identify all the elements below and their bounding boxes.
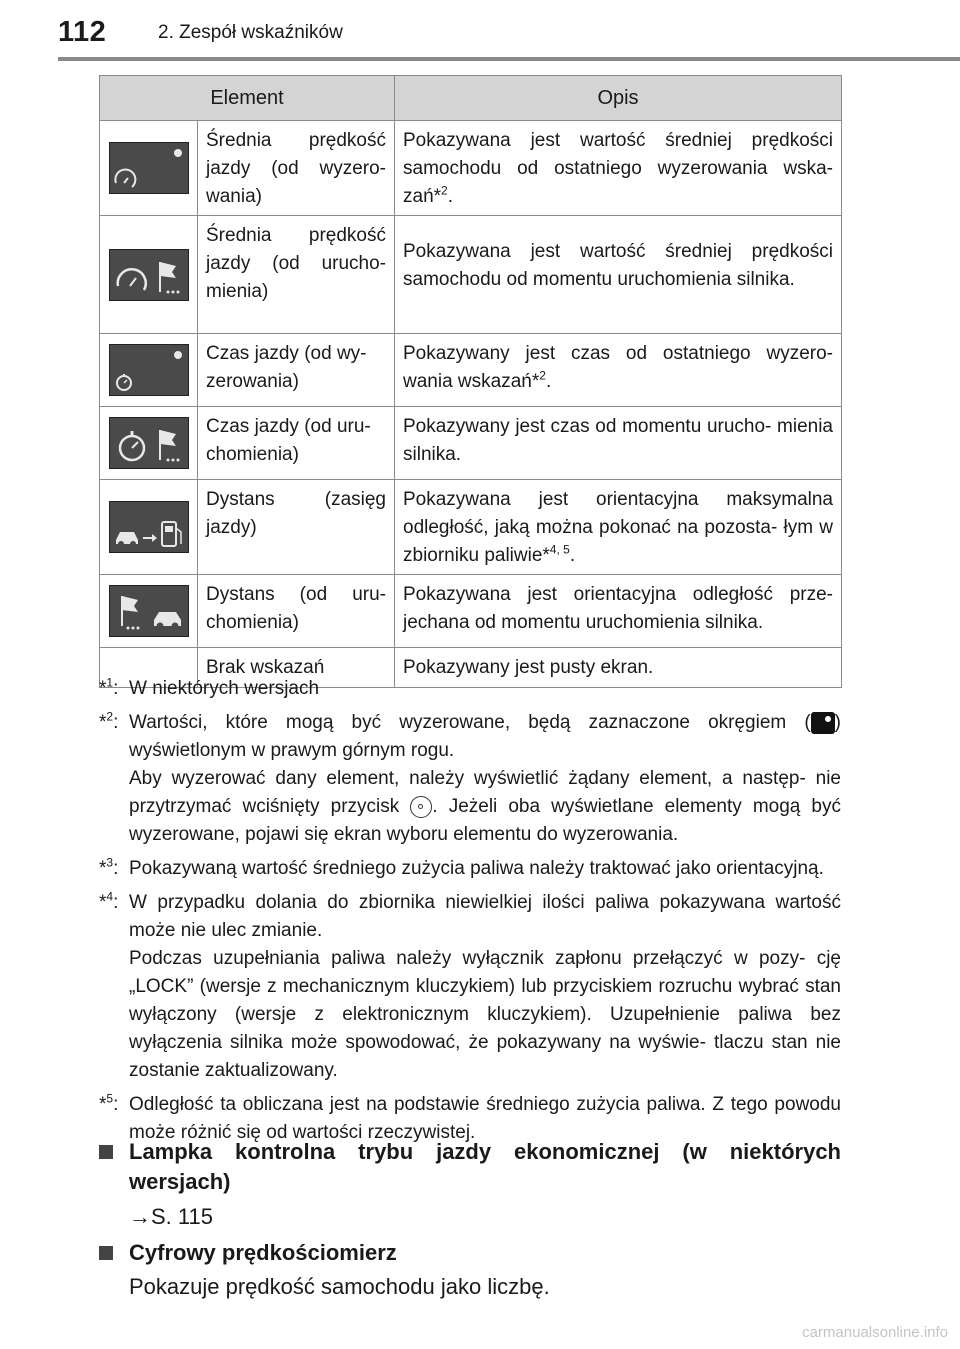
element-desc: Pokazywany jest czas od ostatniego wyzero- wania wskazań*$^2$. [395, 334, 842, 407]
table-header-row [100, 76, 842, 121]
header-rule [58, 57, 960, 61]
element-desc: Pokazywana jest wartość średniej prędkości samochodu od ostatniego wyzerowania wska- zań*$^2$. [395, 121, 842, 216]
table-row [100, 216, 842, 334]
table-row [100, 407, 842, 480]
table-row [100, 480, 842, 575]
column-header-element: Element [100, 76, 395, 121]
page-number: 112 [58, 16, 107, 48]
element-desc: Pokazywany jest czas od momentu urucho- mienia silnika. [395, 407, 842, 480]
element-desc: Pokazywana jest orientacyjna odległość prze- jechana od momentu uruchomienia silnika. [395, 575, 842, 648]
element-name: Dystans (od uru- chomienia) [198, 575, 395, 648]
avg-speed-start-icon [109, 249, 189, 301]
avg-speed-reset-icon [109, 142, 189, 194]
chapter-title: 2. Zespół wskaźników [158, 22, 343, 43]
section-bullet-icon [99, 1145, 113, 1159]
element-name: Czas jazdy (od wy- zerowania) [198, 334, 395, 407]
distance-start-icon [109, 585, 189, 637]
column-header-opis: Opis [395, 76, 842, 121]
element-name: Dystans (zasięg jazdy) [198, 480, 395, 575]
section-body-speedometer: Pokazuje prędkość samochodu jako liczbę. [129, 1274, 550, 1299]
footnote-4: *$^4$: W przypadku dolania do zbiornika niewielkiej ilości paliwa pokazywana wartość może nie ulec zmianie. Podczas uzupełniania paliwa należy wyłącznik zapłonu przełączyć w pozy- cję „LOCK” (wersje z mechanicznym kluczykiem) lub przyciskiem rozruchu wybrać stan wyłączony (wersje z elektronicznym kluczykiem). Uzupełnienie paliwa bez wyłączenia silnika może spowodować, że pokazywany na wyświe- tlaczu stan nie zostanie zaktualizowany. [99, 889, 841, 1081]
page-header [0, 0, 960, 62]
section-heading-eco: Lampka kontrolna trybu jazdy ekonomicznej (w niektórych wersjach) [99, 1137, 841, 1197]
range-fuel-icon [109, 501, 189, 553]
element-desc: Pokazywany jest pusty ekran. [395, 648, 842, 688]
element-desc: Pokazywana jest wartość średniej prędkości samochodu od momentu uruchomienia silnika. [395, 216, 842, 334]
section-bullet-icon [99, 1246, 113, 1260]
footnote-3: *$^3$: Pokazywaną wartość średniego zużycia paliwa należy traktować jako orientacyjną. [99, 855, 824, 879]
footnote-2: *$^2$: Wartości, które mogą być wyzerowane, będą zaznaczone okręgiem ( ) wyświetlonym w prawym górnym rogu. Aby wyzerować dany element, należy wyświetlić żądany element, a następ- nie przytrzymać wciśnięty przycisk . Jeżeli oba wyświetlane elementy mogą być wyzerowane, pojawi się ekran wyboru elementu do wyzerowania. [99, 709, 841, 845]
drive-time-reset-icon [109, 344, 189, 396]
element-name: Czas jazdy (od uru- chomienia) [198, 407, 395, 480]
element-name: Średnia prędkość jazdy (od wyzero- wania) [198, 121, 395, 216]
footnote-5: *$^5$: Odległość ta obliczana jest na podstawie średniego zużycia paliwa. Z tego powodu może różnić się od wartości rzeczywistej. [99, 1091, 841, 1143]
steering-button-icon [410, 796, 432, 818]
element-desc: Pokazywana jest orientacyjna maksymalna odległość, jaką można pokonać na pozosta- łym w zbiorniku paliwie*$^{4, 5}$. [395, 480, 842, 575]
drive-time-start-icon [109, 417, 189, 469]
reset-circle-icon [811, 712, 835, 734]
elements-table [99, 75, 842, 688]
table-row [100, 575, 842, 648]
section-heading-speedometer: Cyfrowy prędkościomierz [99, 1238, 841, 1268]
section-body-eco: →S. 115 [129, 1204, 213, 1229]
table-row [100, 121, 842, 216]
footnotes [99, 675, 841, 1153]
element-name: Średnia prędkość jazdy (od urucho- mienia) [198, 216, 395, 334]
watermark: carmanualsonline.info [802, 1324, 948, 1341]
table-row [100, 334, 842, 407]
footnote-1: *$^1$: W niektórych wersjach [99, 675, 320, 699]
element-name: Brak wskazań [198, 648, 395, 688]
